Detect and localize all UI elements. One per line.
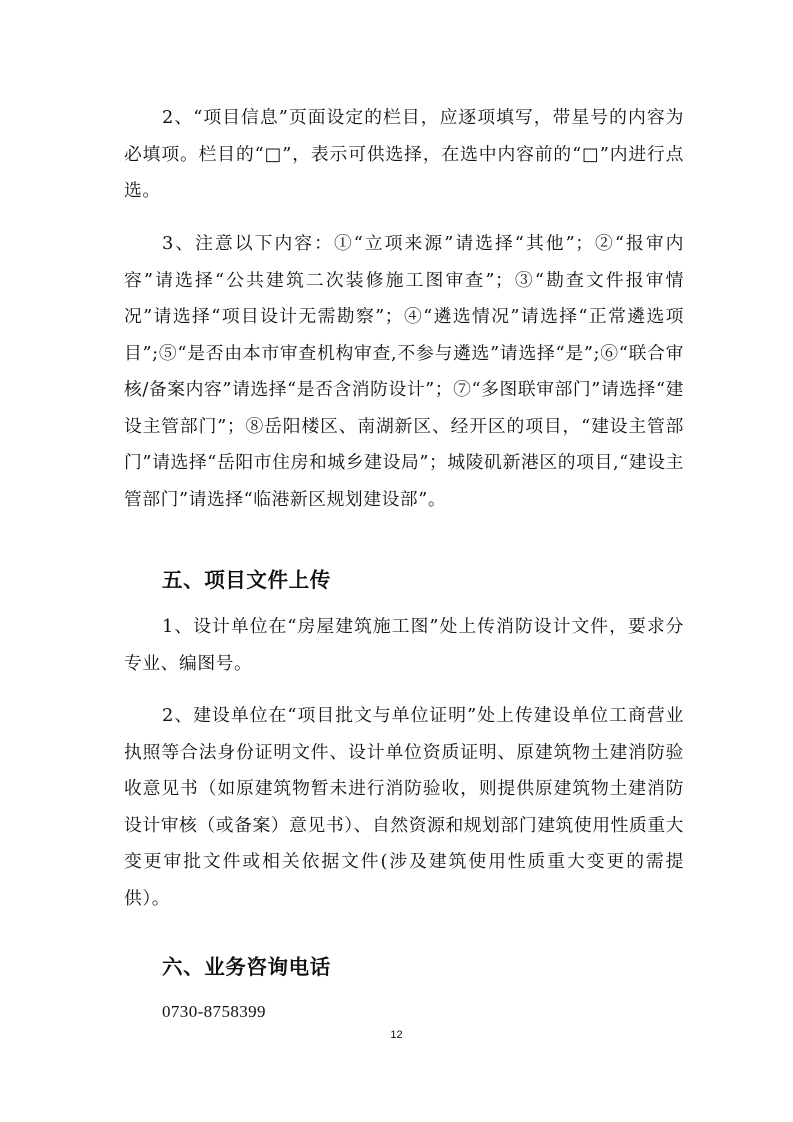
section-heading-upload: 五、项目文件上传: [162, 568, 331, 592]
paragraph-notes: 3、注意以下内容：①“立项来源”请选择“其他”；②“报审内容”请选择“公共建筑二次装修施工图审查”；③“勘查文件报审情况”请选择“项目设计无需勘察”；④“遴选情况”请选择“正常遴选项目”;⑤“是否由本市审查机构审查,不参与遴选”请选择“是”;⑥“联合审核/备案内容”请选择“是否含消防设计”；⑦“多图联审部门”请选择“建设主管部门”；⑧岳阳楼区、南湖新区、经开区的项目，“建设主管部门”请选择“岳阳市住房和城乡建设局”；城陵矶新港区的项目,“建设主管部门”请选择“临港新区规划建设部”。: [124, 233, 684, 510]
page-number: 12: [390, 1029, 403, 1041]
paragraph-project-info: 2、“项目信息”页面设定的栏目，应逐项填写，带星号的内容为必填项。栏目的“□”，表示可供选择，在选中内容前的“□”内进行点选。: [124, 107, 684, 201]
section-heading-hotline: 六、业务咨询电话: [162, 955, 331, 979]
paragraph-design-upload: 1、设计单位在“房屋建筑施工图”处上传消防设计文件，要求分专业、编图号。: [124, 616, 684, 674]
hotline-phone-number: 0730-8758399: [162, 1002, 266, 1021]
paragraph-construction-upload: 2、建设单位在“项目批文与单位证明”处上传建设单位工商营业执照等合法身份证明文件、设计单位资质证明、原建筑物土建消防验收意见书（如原建筑物暂未进行消防验收，则提供原建筑物土建消防设计审核（或备案）意见书）、自然资源和规划部门建筑使用性质重大变更审批文件或相关依据文件(涉及建筑使用性质重大变更的需提供）。: [124, 705, 684, 909]
